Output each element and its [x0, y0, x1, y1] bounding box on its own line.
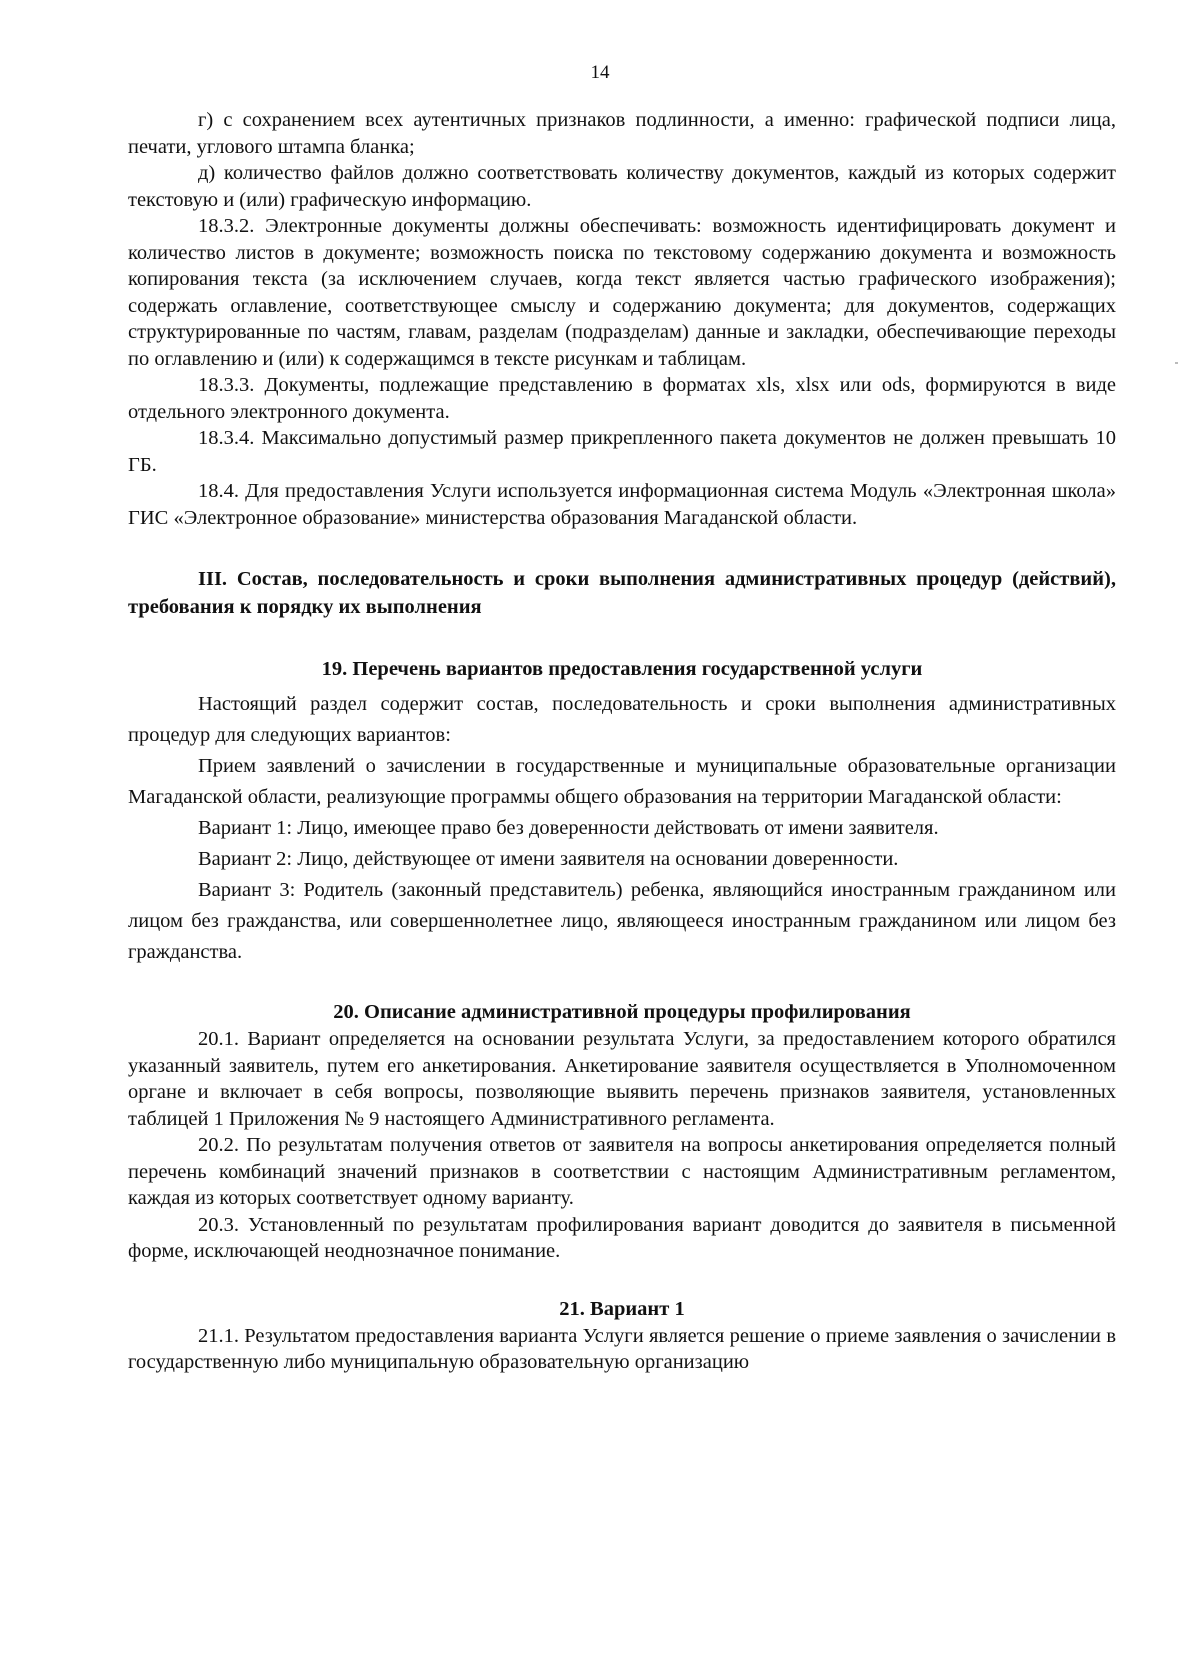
- paragraph-20-3: 20.3. Установленный по результатам профилирования вариант доводится до заявителя в письменной форме, исключающей неоднозначное понимание.: [128, 1213, 1116, 1262]
- spacer: [128, 1265, 1116, 1295]
- variant-1-item: Вариант 1: Лицо, имеющее право без доверенности действовать от имени заявителя.: [198, 817, 939, 839]
- section-20-heading: 20. Описание административной процедуры профилирования: [333, 1001, 911, 1023]
- paragraph-20-2: 20.2. По результатам получения ответов от заявителя на вопросы анкетирования определяется полный перечень комбинаций значений признаков в соответствии с настоящим Административным регламентом, каждая из которых соответствует одному варианту.: [128, 1134, 1116, 1209]
- section-19-reception: Прием заявлений о зачислении в государственные и муниципальные образовательные организации Магаданской области, реализующие программы общего образования на территории Магаданской области:: [128, 755, 1116, 808]
- variant-2-item: Вариант 2: Лицо, действующее от имени заявителя на основании доверенности.: [198, 848, 899, 870]
- section-19-intro: Настоящий раздел содержит состав, последовательность и сроки выполнения административных процедур для следующих вариантов:: [128, 693, 1116, 746]
- paragraph-18-3-4: 18.3.4. Максимально допустимый размер прикрепленного пакета документов не должен превышать 10 ГБ.: [128, 427, 1116, 476]
- item-g: г) с сохранением всех аутентичных признаков подлинности, а именно: графической подписи лица, печати, углового штампа бланка;: [128, 109, 1116, 158]
- paragraph-18-3-2: 18.3.2. Электронные документы должны обеспечивать: возможность идентифицировать документ и количество листов в документе; возможность поиска по текстовому содержанию документа и возможность копирования текста (за исключением случаев, когда текст является частью графического изображения); содержать оглавление, соответствующее смыслу и содержанию документа; для документов, содержащих структурированные по частям, главам, разделам (подразделам) данные и закладки, обеспечивающие переходы по оглавлению и (или) к содержащимся в тексте рисункам и таблицам.: [128, 215, 1116, 370]
- paragraph-18-4: 18.4. Для предоставления Услуги используется информационная система Модуль «Электронная школа» ГИС «Электронное образование» министерства образования Магаданской области.: [128, 480, 1116, 529]
- variant-3-item: Вариант 3: Родитель (законный представитель) ребенка, являющийся иностранным гражданином или лицом без гражданства, или совершеннолетнее лицо, являющееся иностранным гражданином или лицом без гражданства.: [128, 879, 1116, 963]
- section-21-heading: 21. Вариант 1: [559, 1297, 685, 1320]
- spacer: [128, 621, 1116, 655]
- scan-speck: [1175, 362, 1178, 364]
- spacer: [128, 531, 1116, 565]
- section-3-heading: III. Состав, последовательность и сроки выполнения административных процедур (действий), требования к порядку их выполнения: [128, 568, 1116, 618]
- document-body: [128, 107, 1116, 1376]
- section-19-body: [128, 689, 1116, 968]
- paragraph-20-1: 20.1. Вариант определяется на основании результата Услуги, за предоставлением которого обратился указанный заявитель, путем его анкетирования. Анкетирование заявителя осуществляется в Уполномоченном органе и включает в себя вопросы, позволяющие выявить перечень признаков заявителя, установленных таблицей 1 Приложения № 9 настоящего Административного регламента.: [128, 1028, 1116, 1130]
- spacer: [128, 968, 1116, 998]
- paragraph-21-1: 21.1. Результатом предоставления варианта Услуги является решение о приеме заявления о зачислении в государственную либо муниципальную образовательную организацию: [128, 1324, 1116, 1373]
- item-d: д) количество файлов должно соответствовать количеству документов, каждый из которых содержит текстовую и (или) графическую информацию.: [128, 162, 1116, 211]
- section-19-heading: 19. Перечень вариантов предоставления государственной услуги: [321, 658, 923, 680]
- paragraph-18-3-3: 18.3.3. Документы, подлежащие представлению в форматах xls, xlsx или ods, формируются в виде отдельного электронного документа.: [128, 374, 1116, 423]
- page-number: 14: [590, 62, 610, 83]
